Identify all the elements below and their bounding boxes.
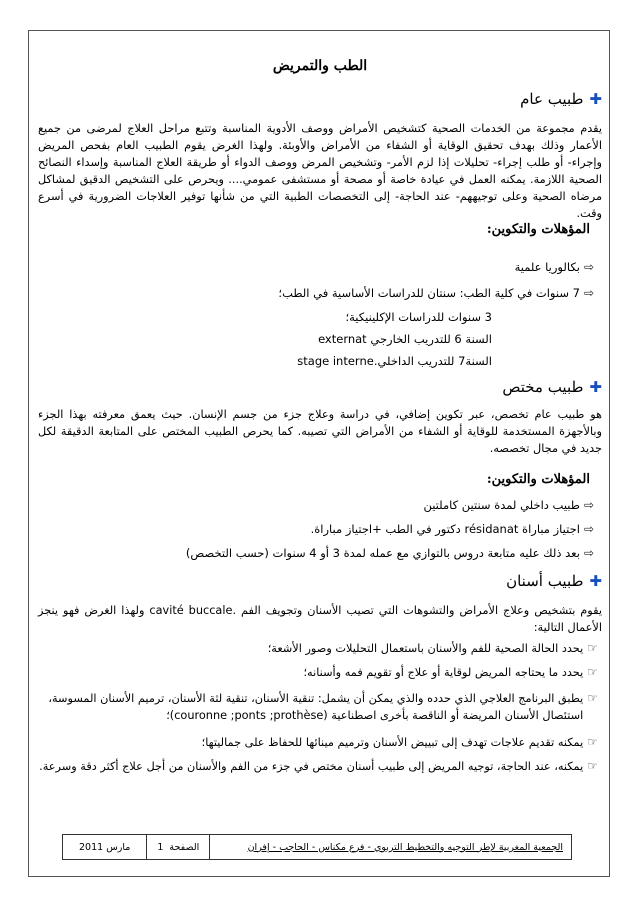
list-sub-item: السنة7 للتدريب الداخلي.stage interne [297,354,492,368]
pointing-hand-icon: ☞ [587,735,598,749]
list-item: ⇨ 7 سنوات في كلية الطب: سنتان للدراسات الأساسية في الطب؛ [278,286,594,300]
list-item: ☞ يحدد الحالة الصحية للفم والأسنان باستعمال التحليلات وصور الأشعة؛ [267,641,598,655]
list-item: ⇨ طبيب داخلي لمدة سنتين كاملتين [423,498,594,512]
plus-icon: ✚ [589,378,602,396]
list-item: ☞ يطبق البرنامج العلاجي الذي حدده والذي يمكن أن يشمل: تنقية الأسنان، تنقية لثة الأسنان، ترميم الأسنان المسوسة، استئصال الأسنان المريضة أو الناقصة بأخرى اصطناعية (couronne ;ponts ;prothèse)؛ [48,691,598,722]
section-heading-dentist: ✚ طبيب أسنان [506,572,602,590]
page-title: الطب والتمريض [272,58,368,74]
pointing-hand-icon: ☞ [587,759,598,773]
list-sub-item: 3 سنوات للدراسات الإكلينيكية؛ [345,310,492,324]
pointing-hand-icon: ☞ [587,665,598,679]
list-item: ⇨ بعد ذلك عليه متابعة دروس بالتوازي مع عمله لمدة 3 أو 4 سنوات (حسب التخصص) [185,546,594,560]
arrow-icon: ⇨ [583,522,594,536]
footer-date: مارس 2011 [79,841,131,853]
arrow-icon: ⇨ [583,498,594,512]
list-item: ☞ يمكنه، عند الحاجة، توجيه المريض إلى طبيب أسنان مختص في جزء من الفم والأسنان من أجل علاج أكثر دقة وسرعة. [39,759,598,773]
section-body-dentist: يقوم بتشخيص وعلاج الأمراض والتشوهات التي تصيب الأسنان وتجويف الفم .cavité buccale ولهذا الغرض فهو ينجز الأعمال التالية: [38,604,602,634]
arrow-icon: ⇨ [583,260,594,274]
page-footer [62,834,572,860]
list-item: ⇨ اجتياز مباراة résidanat دكتور في الطب +اجتياز مباراة. [310,522,594,536]
section-body-specialist: هو طبيب عام تخصص، عبر تكوين إضافي، في دراسة وعلاج جزء من جسم الإنسان. حيث يعمق معرفته بهذا الجزء وبالأجهزة المستخدمة للوقاية أو الشفاء من الأمراض التي تصيبه. كما يحرص الطبيب المختص على المتابعة الدقيقة لكل جديد في مجال تخصصه. [38,408,602,455]
footer-page-number: الصفحة 1 [146,835,210,859]
section-body-general-doctor: يقدم مجموعة من الخدمات الصحية كتشخيص الأمراض ووصف الأدوية المناسبة وتتبع مراحل العلاج لمرضى من جميع الأعمار وذلك بهدف تحقيق الوقاية أو الشفاء من الأمراض والأوبئة. ولهذا الغرض يقوم الطبيب العام بفحص المريض وإجراء- أو طلب إجراء- تحليلات إذا لزم الأمر- وتشخيص المرض ووصف الدواء أو طريقة العلاج المناسبة وإسداء النصائح الصحية اللازمة. يمكنه العمل في عيادة خاصة أو مصحة أو مستشفى عمومي.... ويحرص على التشخيص الدقيق لمشاكل مرضاه الصحية وعلى توجيههم- عند الحاجة- إلى التخصصات الطبية التي من شأنها توفير العلاجات الضرورية في أسرع وقت. [38,122,602,220]
list-sub-item: السنة 6 للتدريب الخارجي externat [318,332,492,346]
pointing-hand-icon: ☞ [587,691,598,705]
plus-icon: ✚ [589,572,602,590]
arrow-icon: ⇨ [583,286,594,300]
list-item: ⇨ بكالوريا علمية [514,260,594,274]
section-heading-specialist: ✚ طبيب مختص [502,378,602,396]
list-item: ☞ يحدد ما يحتاجه المريض لوقاية أو علاج أو تقويم فمه وأسنانه؛ [303,665,598,679]
qualifications-heading: المؤهلات والتكوين: [486,222,590,237]
list-item: ☞ يمكنه تقديم علاجات تهدف إلى تبييض الأسنان وترميم مينائها للحفاظ على جماليتها؛ [201,735,598,749]
arrow-icon: ⇨ [583,546,594,560]
pointing-hand-icon: ☞ [587,641,598,655]
qualifications-heading: المؤهلات والتكوين: [486,472,590,487]
section-heading-general-doctor: ✚ طبيب عام [520,90,602,108]
footer-organization: الجمعية المغربية لإطر التوجيه والتخطيط التربوي - فرع مكناس - الحاجب - إفران [247,841,563,853]
plus-icon: ✚ [589,90,602,108]
